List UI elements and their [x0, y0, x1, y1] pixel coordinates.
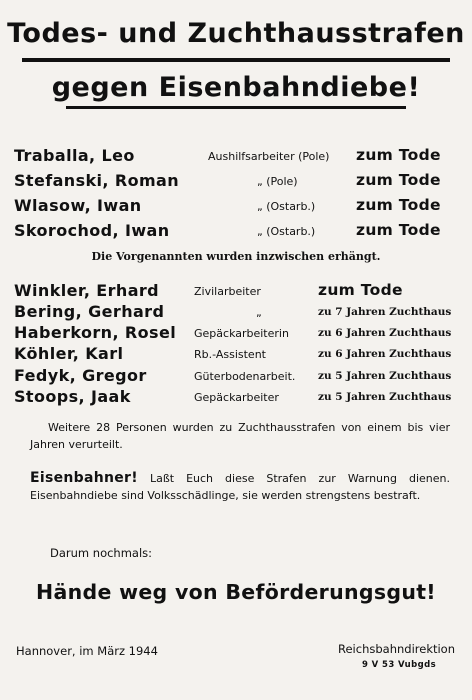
convict-occupation: Güterbodenarbeit. — [194, 370, 296, 383]
authority: Reichsbahndirektion — [338, 642, 456, 656]
convict-occupation: Zivilarbeiter — [194, 285, 261, 298]
convict-occupation: „ (Pole) — [257, 175, 298, 188]
convict-occupation: „ — [256, 306, 262, 319]
poster-title-line2: gegen Eisenbahndiebe! — [51, 72, 421, 103]
sentence-row — [0, 387, 472, 407]
verdict: zum Tode — [356, 146, 441, 164]
verdict: zum Tode — [356, 171, 441, 189]
warning-paragraph — [30, 470, 450, 504]
verdict: zu 6 Jahren Zuchthaus — [318, 348, 452, 360]
verdict: zu 6 Jahren Zuchthaus — [318, 327, 452, 339]
sentence-row — [0, 323, 472, 343]
convict-occupation: Rb.-Assistent — [194, 348, 266, 361]
convict-occupation: Aushilfsarbeiter (Pole) — [208, 150, 330, 163]
sentence-row — [0, 344, 472, 364]
convict-name: Wlasow, Iwan — [14, 196, 142, 215]
sentence-row — [0, 302, 472, 322]
convict-name: Haberkorn, Rosel — [14, 323, 177, 342]
further-sentences-text: Weitere 28 Personen wurden zu Zuchthausstrafen von einem bis vier Jahren verurteilt. — [30, 421, 450, 451]
convict-name: Stoops, Jaak — [14, 387, 131, 406]
sentence-row — [0, 171, 472, 191]
convict-name: Stefanski, Roman — [14, 171, 180, 190]
poster-title-line1: Todes- und Zuchthausstrafen — [7, 18, 465, 49]
convict-occupation: „ (Ostarb.) — [257, 200, 316, 213]
convict-name: Köhler, Karl — [14, 344, 124, 363]
warning-text: Laßt Euch diese Strafen zur Warnung dienen. Eisenbahndiebe sind Volksschädlinge, sie werden strengstens bestraft. — [30, 472, 450, 502]
verdict: zu 7 Jahren Zuchthaus — [318, 306, 452, 318]
convict-name: Skorochod, Iwan — [14, 221, 170, 240]
convict-occupation: „ (Ostarb.) — [257, 225, 316, 238]
convict-name: Fedyk, Gregor — [14, 366, 147, 385]
convict-name: Traballa, Leo — [14, 146, 135, 165]
verdict: zu 5 Jahren Zuchthaus — [318, 391, 452, 403]
convict-name: Winkler, Erhard — [14, 281, 160, 300]
slogan: Hände weg von Beförderungsgut! — [36, 580, 436, 604]
sentence-row — [0, 196, 472, 216]
title-divider — [22, 58, 450, 62]
verdict: zum Tode — [356, 221, 441, 239]
document-code: 9 V 53 Vubgds — [362, 660, 437, 670]
title-underline — [66, 106, 406, 109]
place-date: Hannover, im März 1944 — [16, 644, 158, 658]
verdict: zu 5 Jahren Zuchthaus — [318, 370, 452, 382]
convict-name: Bering, Gerhard — [14, 302, 165, 321]
warning-lead: Eisenbahner! — [30, 470, 138, 486]
verdict: zum Tode — [318, 281, 403, 299]
sentence-row — [0, 281, 472, 301]
sentence-row — [0, 146, 472, 166]
executed-note: Die Vorgenannten wurden inzwischen erhängt. — [91, 250, 381, 263]
convict-occupation: Gepäckarbeiter — [194, 391, 279, 404]
convict-occupation: Gepäckarbeiterin — [194, 327, 289, 340]
verdict: zum Tode — [356, 196, 441, 214]
sentence-row — [0, 221, 472, 241]
sentence-row — [0, 366, 472, 386]
darum-text: Darum nochmals: — [50, 546, 153, 560]
